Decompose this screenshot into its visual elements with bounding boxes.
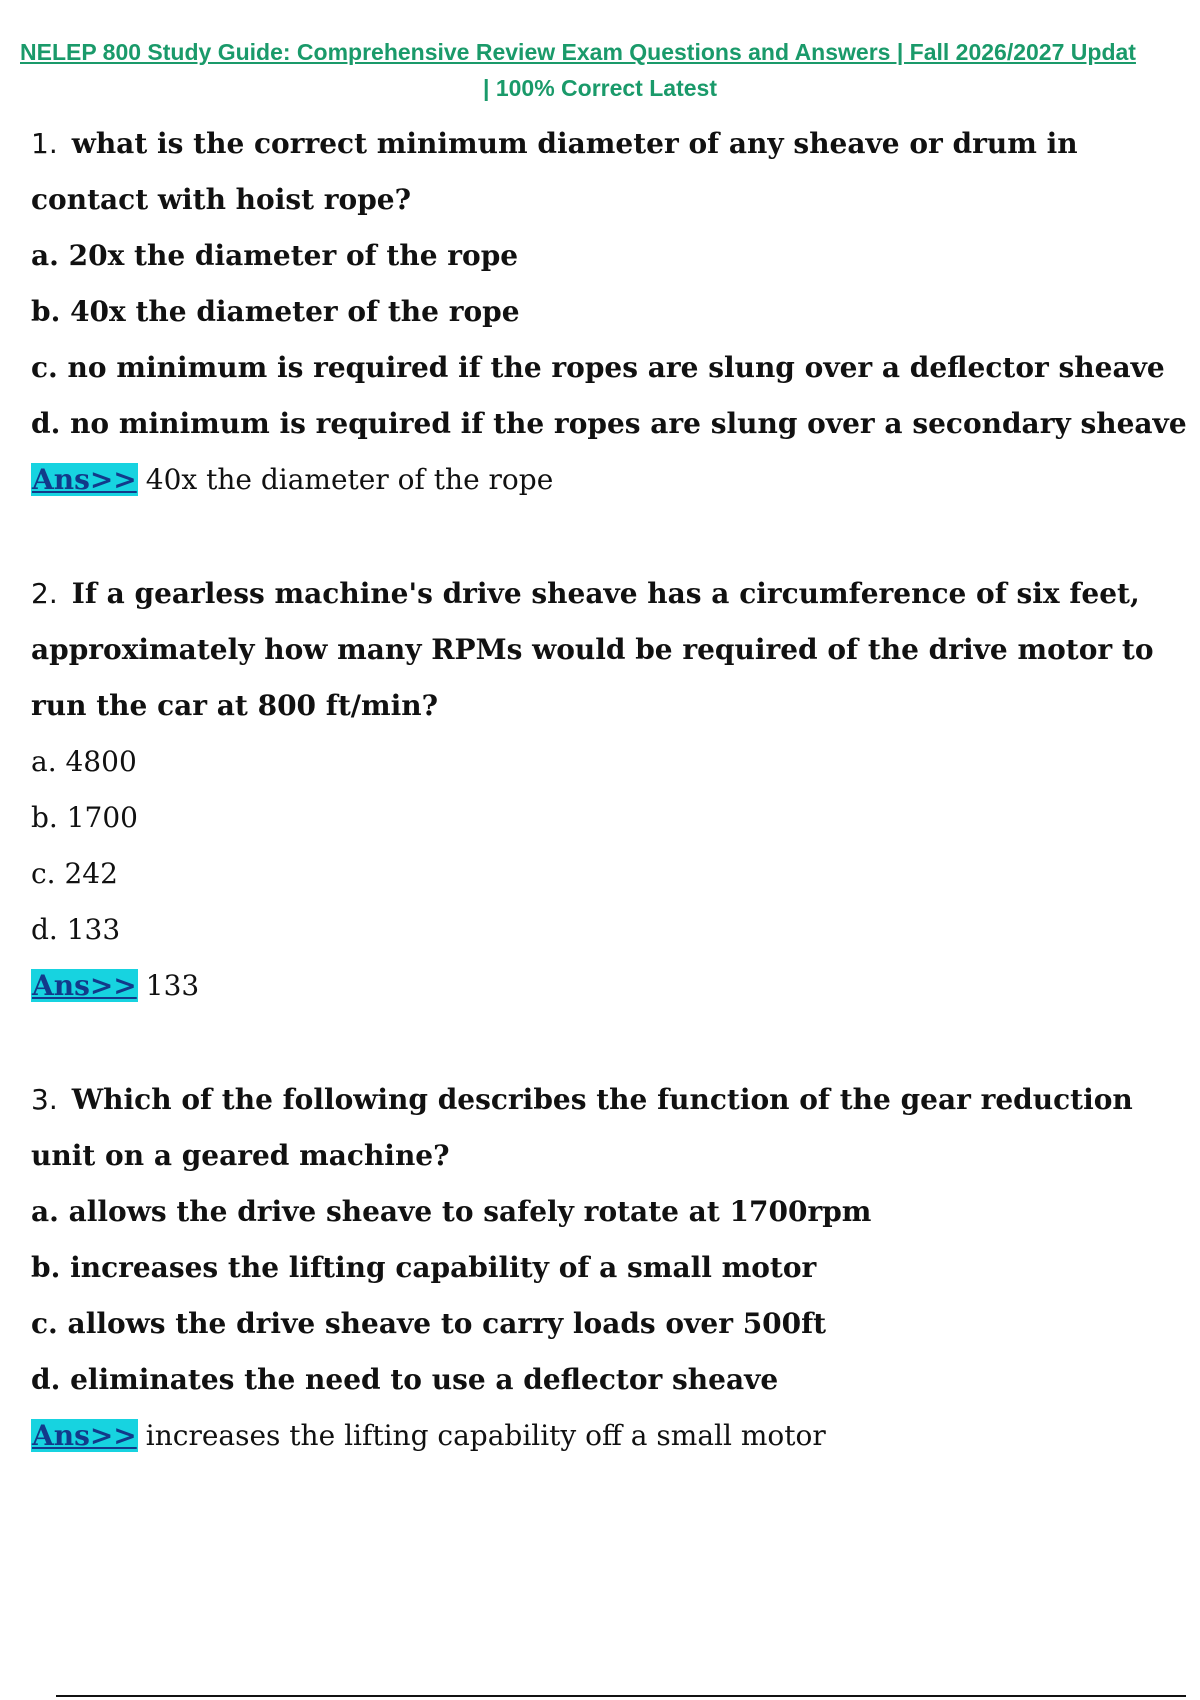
option-d: d. 133	[31, 913, 121, 946]
question-prompt: Which of the following describes the function of the gear reduction unit on a geared machine?	[31, 1083, 1133, 1172]
answer-line	[31, 958, 1191, 1014]
option-b: b. increases the lifting capability of a small motor	[31, 1251, 817, 1284]
answer-line	[31, 1408, 1191, 1464]
question-number: 1.	[31, 127, 58, 160]
option-a: a. 20x the diameter of the rope	[31, 239, 519, 272]
question-text	[31, 1072, 1191, 1184]
question-text	[31, 116, 1191, 228]
footer-divider	[56, 1695, 1186, 1697]
document-header	[0, 34, 1200, 106]
option-d: d. eliminates the need to use a deflector sheave	[31, 1363, 779, 1396]
question-2	[31, 566, 1191, 1014]
question-1	[31, 116, 1191, 508]
option-c: c. 242	[31, 857, 118, 890]
question-number: 3.	[31, 1083, 58, 1116]
option-b: b. 1700	[31, 801, 138, 834]
question-prompt: what is the correct minimum diameter of any sheave or drum in contact with hoist rope?	[31, 127, 1078, 216]
answer-text: increases the lifting capability off a small motor	[145, 1419, 826, 1452]
answer-label: Ans>>	[32, 969, 137, 1002]
option-c: c. no minimum is required if the ropes are slung over a deflector sheave	[31, 351, 1165, 384]
option-a: a. allows the drive sheave to safely rotate at 1700rpm	[31, 1195, 872, 1228]
question-prompt: If a gearless machine's drive sheave has a circumference of six feet, approximately how many RPMs would be required of the drive motor to run the car at 800 ft/min?	[31, 577, 1154, 722]
option-a: a. 4800	[31, 745, 137, 778]
option-d: d. no minimum is required if the ropes are slung over a secondary sheave	[31, 407, 1187, 440]
document-title: NELEP 800 Study Guide: Comprehensive Review Exam Questions and Answers | Fall 2026/2027 Updat	[20, 39, 1136, 65]
option-c: c. allows the drive sheave to carry loads over 500ft	[31, 1307, 827, 1340]
question-number: 2.	[31, 577, 58, 610]
question-3	[31, 1072, 1191, 1464]
question-text	[31, 566, 1191, 734]
option-b: b. 40x the diameter of the rope	[31, 295, 520, 328]
answer-text: 40x the diameter of the rope	[145, 463, 554, 496]
questions-list	[31, 116, 1191, 1522]
answer-line	[31, 452, 1191, 508]
answer-text: 133	[145, 969, 200, 1002]
answer-label: Ans>>	[32, 1419, 137, 1452]
answer-label: Ans>>	[32, 463, 137, 496]
document-subtitle: | 100% Correct Latest	[483, 75, 717, 101]
